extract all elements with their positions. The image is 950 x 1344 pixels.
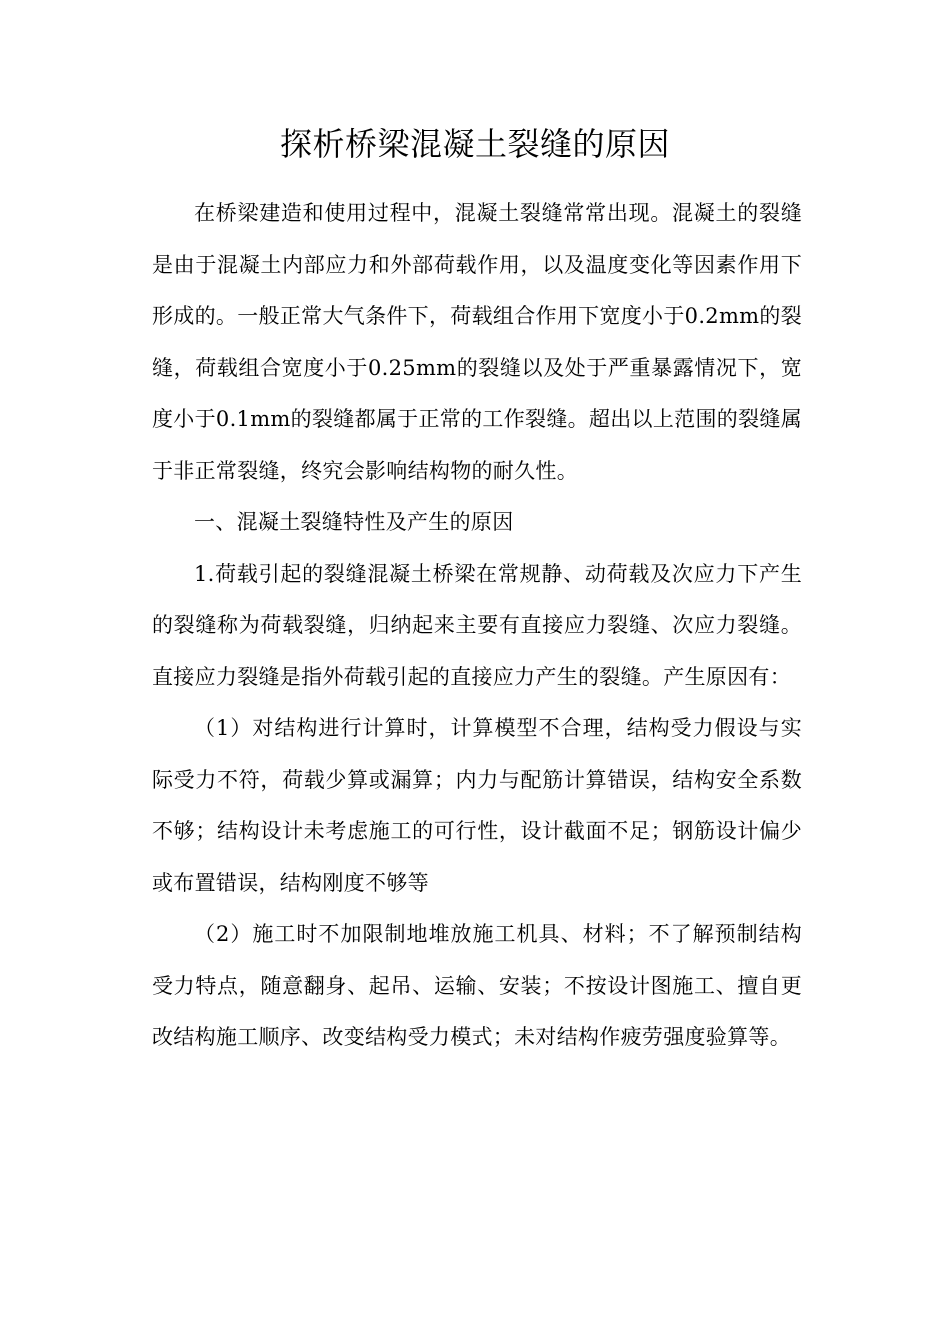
document-title: 探析桥梁混凝土裂缝的原因 <box>279 125 670 163</box>
paragraph-cause-1: （1）对结构进行计算时，计算模型不合理，结构受力假设与实际受力不符，荷载少算或漏算；内力与配筋计算错误，结构安全系数不够；结构设计未考虑施工的可行性，设计截面不足；钢筋设计偏少或布置错误，结构刚度不够等 <box>152 716 802 895</box>
paragraph-load-cracks: 1.荷载引起的裂缝混凝土桥梁在常规静、动荷载及次应力下产生的裂缝称为荷载裂缝，归纳起来主要有直接应力裂缝、次应力裂缝。直接应力裂缝是指外荷载引起的直接应力产生的裂缝。产生原因有： <box>152 561 802 689</box>
document-body <box>152 188 802 1064</box>
section-heading-1: 一、混凝土裂缝特性及产生的原因 <box>194 510 514 534</box>
paragraph-cause-2: （2）施工时不加限制地堆放施工机具、材料；不了解预制结构受力特点，随意翻身、起吊、运输、安装；不按设计图施工、擅自更改结构施工顺序、改变结构受力模式；未对结构作疲劳强度验算等。 <box>152 922 802 1049</box>
paragraph-intro: 在桥梁建造和使用过程中，混凝土裂缝常常出现。混凝土的裂缝是由于混凝土内部应力和外部荷载作用，以及温度变化等因素作用下形成的。一般正常大气条件下，荷载组合作用下宽度小于0.2mm的裂缝，荷载组合宽度小于0.25mm的裂缝以及处于严重暴露情况下，宽度小于0.1mm的裂缝都属于正常的工作裂缝。超出以上范围的裂缝属于非正常裂缝，终究会影响结构物的耐久性。 <box>152 201 802 483</box>
